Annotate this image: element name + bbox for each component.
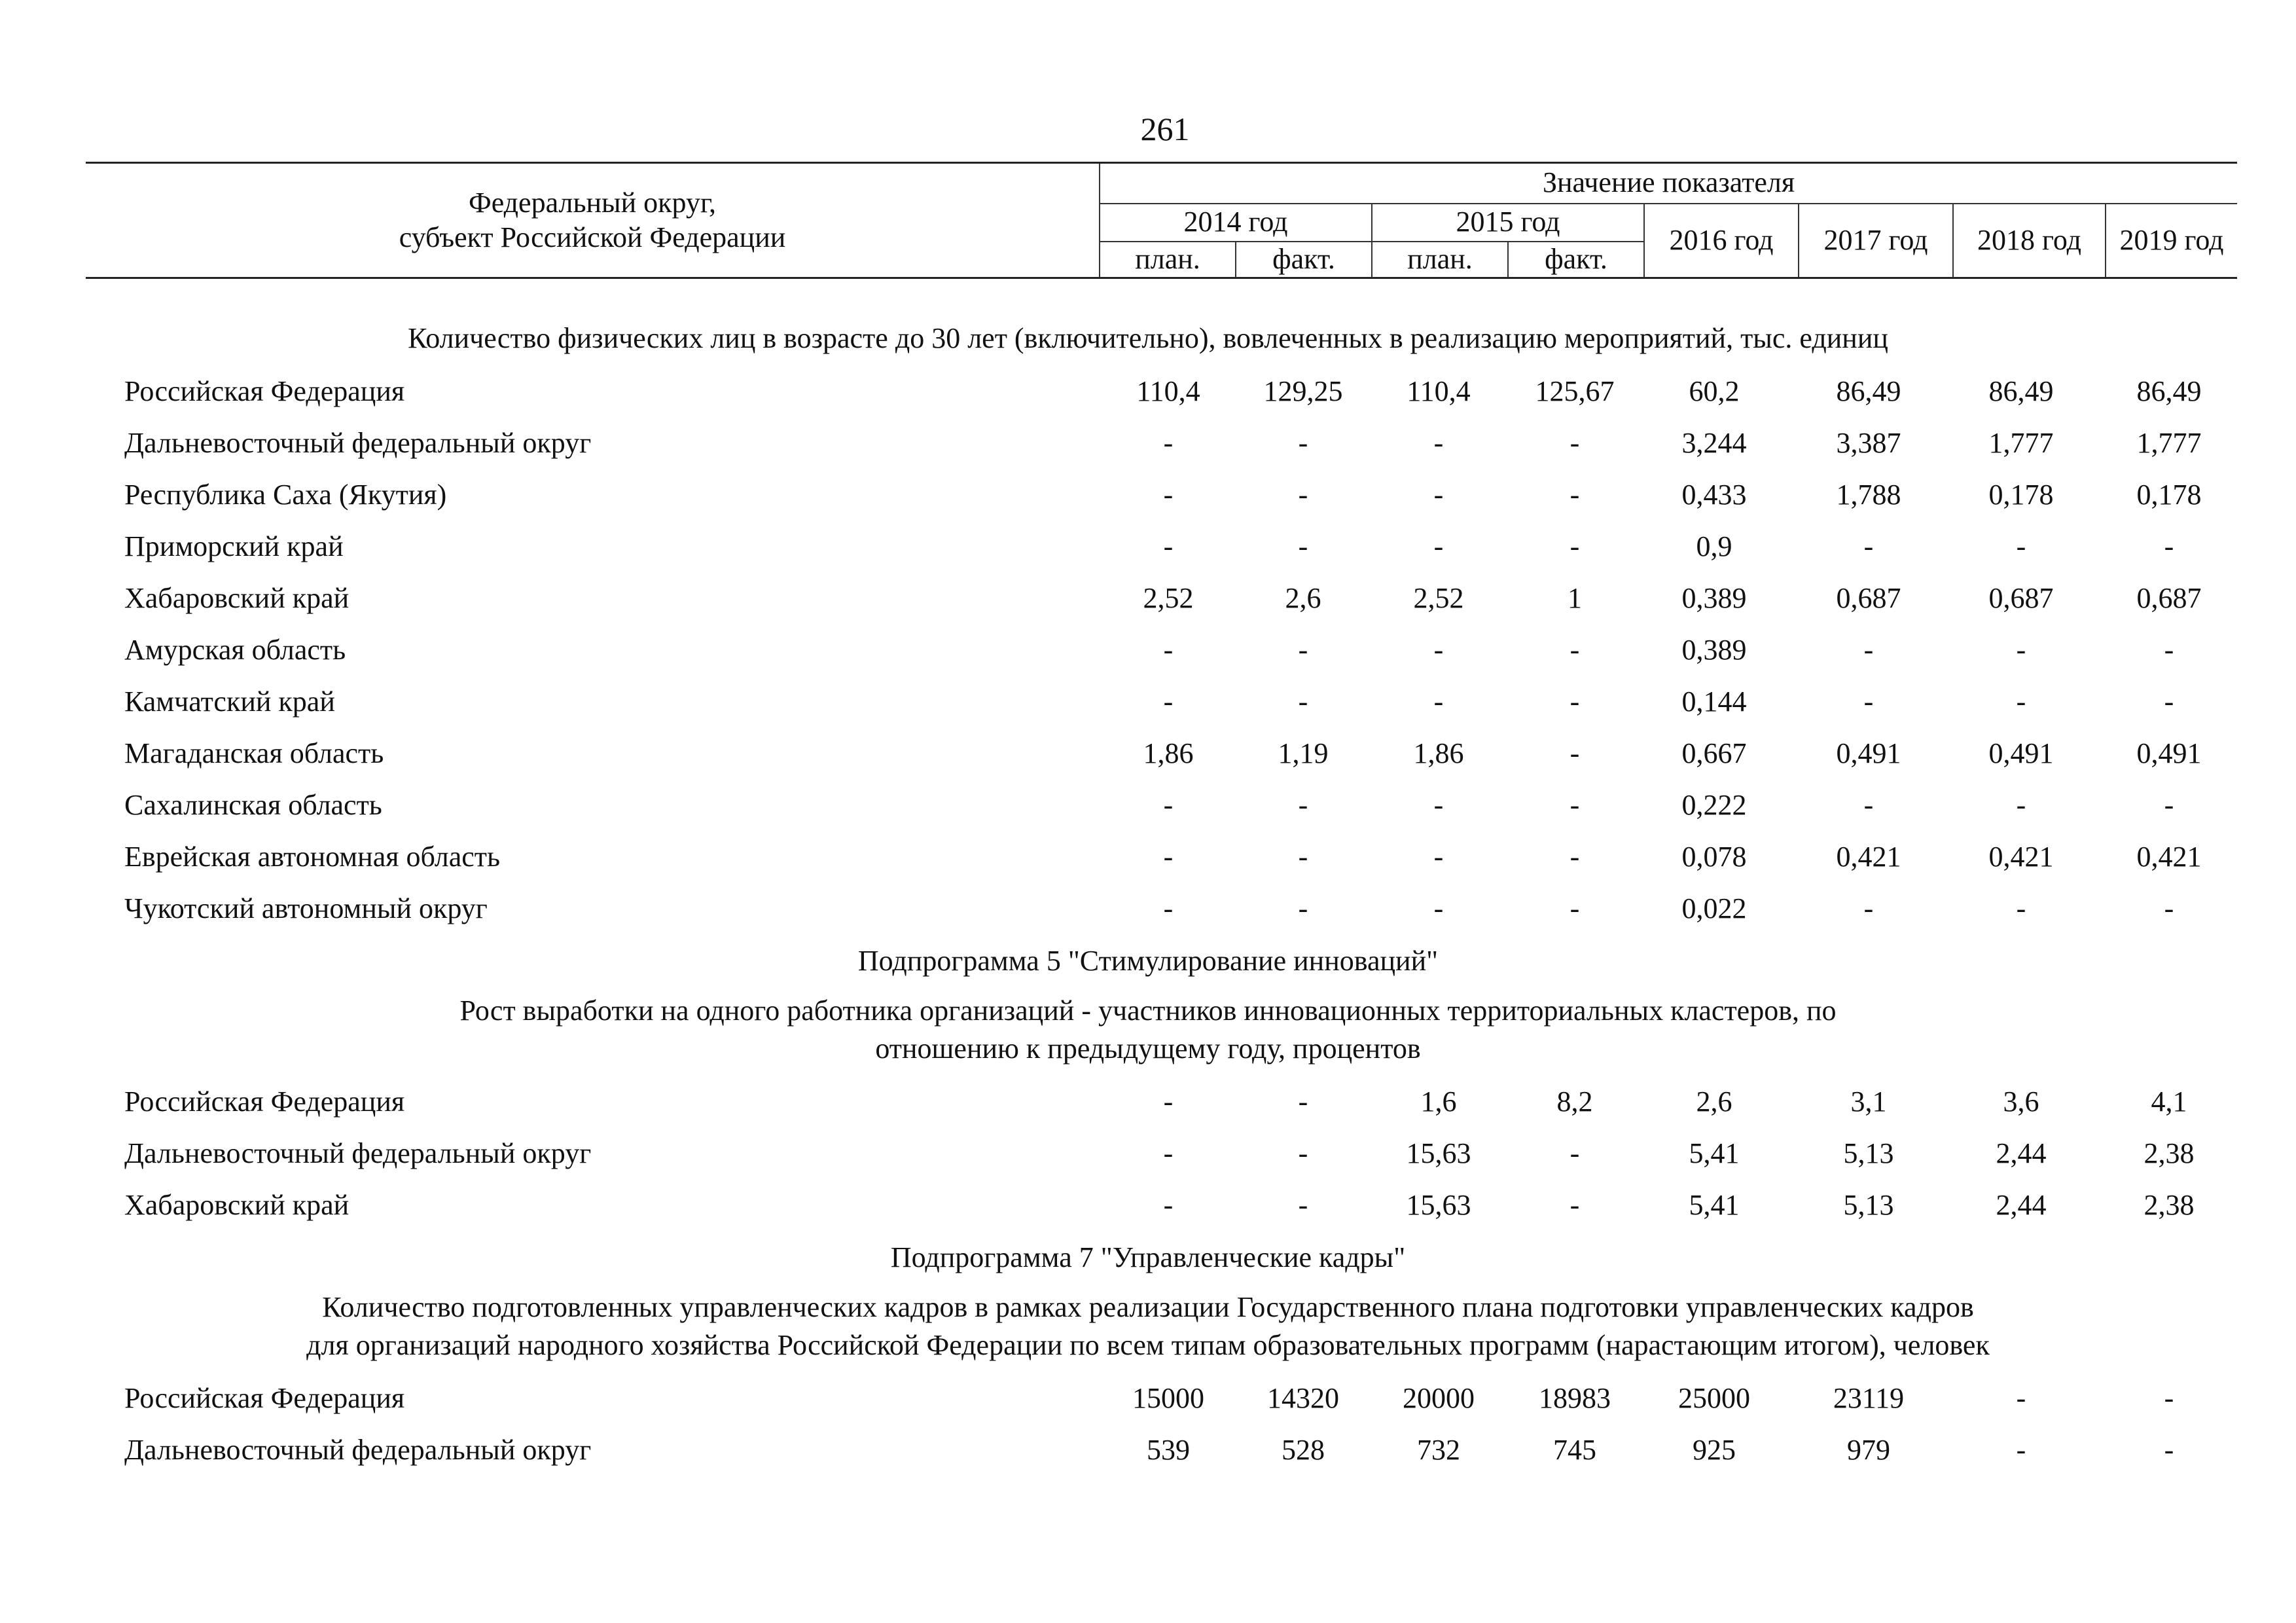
value-cell: -: [1570, 841, 1580, 873]
value-cell: -: [1163, 892, 1174, 924]
value-cell: 25000: [1678, 1382, 1750, 1414]
value-cell: 0,421: [2136, 841, 2202, 873]
region-name: Магаданская область: [124, 737, 384, 769]
value-cell: -: [2164, 685, 2174, 718]
value-cell: -: [2164, 634, 2174, 666]
year-2015-header: 2015 год: [1372, 204, 1644, 242]
value-cell: 15,63: [1406, 1137, 1471, 1169]
year-2016-header: 2016 год: [1644, 204, 1799, 278]
region-name: Хабаровский край: [124, 1189, 350, 1221]
value-cell: -: [1163, 634, 1174, 666]
value-cell: 8,2: [1556, 1085, 1593, 1118]
value-cell: 3,387: [1836, 427, 1901, 459]
value-cell: 2,52: [1143, 582, 1194, 614]
value-cell: -: [1433, 841, 1444, 873]
value-cell: 0,687: [2136, 582, 2202, 614]
value-cell: -: [1298, 1189, 1308, 1221]
value-cell: -: [1298, 789, 1308, 821]
table-row: [0, 831, 2296, 883]
value-cell: -: [2164, 1434, 2174, 1466]
value-cell: 110,4: [1136, 375, 1200, 407]
table-row: [0, 365, 2296, 417]
value-cell: 0,078: [1681, 841, 1747, 873]
section-rows: [0, 1076, 2296, 1231]
indicator-title: Рост выработки на одного работника организаций - участников инновационных территориальных кластеров, по отношению к предыдущему году, процентов: [459, 994, 1837, 1065]
value-cell: 0,433: [1681, 479, 1747, 511]
value-cell: -: [1433, 892, 1444, 924]
year-2017-header: 2017 год: [1799, 204, 1953, 278]
value-cell: -: [1298, 892, 1308, 924]
region-name: Сахалинская область: [124, 789, 382, 821]
value-cell: 1,6: [1420, 1085, 1457, 1118]
page-number: 261: [1140, 111, 1190, 147]
value-cell: 1,86: [1143, 737, 1194, 769]
value-cell: -: [1298, 685, 1308, 718]
value-cell: 5,41: [1689, 1137, 1740, 1169]
value-cell: -: [1163, 479, 1174, 511]
fact-2014-header: факт.: [1236, 242, 1372, 278]
value-cell: 2,44: [1996, 1189, 2047, 1221]
region-name: Приморский край: [124, 530, 344, 562]
value-cell: -: [1570, 685, 1580, 718]
value-cell: 2,6: [1696, 1085, 1732, 1118]
table-row: [0, 1424, 2296, 1476]
table-row: [0, 779, 2296, 831]
value-cell: 0,389: [1681, 634, 1747, 666]
value-cell: 0,178: [2136, 479, 2202, 511]
plan-2014-header: план.: [1100, 242, 1236, 278]
value-cell: 3,6: [2003, 1085, 2039, 1118]
region-name: Камчатский край: [124, 685, 335, 718]
table-row: [0, 520, 2296, 572]
value-cell: 60,2: [1689, 375, 1740, 407]
value-cell: 0,421: [1988, 841, 2054, 873]
value-cell: 3,244: [1681, 427, 1747, 459]
value-cell: 0,421: [1836, 841, 1901, 873]
region-name: Еврейская автономная область: [124, 841, 501, 873]
value-cell: 0,389: [1681, 582, 1747, 614]
value-cell: 2,38: [2144, 1189, 2195, 1221]
value-cell: 0,144: [1681, 685, 1747, 718]
region-name: Чукотский автономный округ: [124, 892, 488, 924]
table-row: [0, 1372, 2296, 1424]
value-cell: -: [1570, 1189, 1580, 1221]
value-cell: -: [1570, 634, 1580, 666]
region-name: Дальневосточный федеральный округ: [124, 1434, 592, 1466]
region-name: Российская Федерация: [124, 1382, 405, 1414]
value-cell: -: [1863, 685, 1874, 718]
value-cell: -: [1570, 427, 1580, 459]
value-cell: -: [1298, 1137, 1308, 1169]
value-cell: 14320: [1267, 1382, 1339, 1414]
year-2019-header: 2019 год: [2106, 204, 2237, 278]
value-cell: 5,13: [1843, 1137, 1894, 1169]
year-2014-header: 2014 год: [1100, 204, 1372, 242]
value-cell: -: [1163, 789, 1174, 821]
value-cell: 15000: [1132, 1382, 1204, 1414]
value-cell: 2,52: [1413, 582, 1464, 614]
value-cell: -: [1298, 1085, 1308, 1118]
value-cell: -: [1433, 427, 1444, 459]
value-cell: -: [2016, 530, 2026, 562]
value-cell: 18983: [1539, 1382, 1611, 1414]
value-cell: 1,777: [2136, 427, 2202, 459]
indicator-title: Количество физических лиц в возрасте до 30 лет (включительно), вовлеченных в реализацию мероприятий, тыс. единиц: [408, 322, 1888, 354]
value-cell: 5,13: [1843, 1189, 1894, 1221]
value-cell: 979: [1847, 1434, 1890, 1466]
value-cell: 110,4: [1407, 375, 1471, 407]
value-cell: 528: [1282, 1434, 1325, 1466]
table-header: [86, 162, 2237, 279]
value-cell: 3,1: [1850, 1085, 1887, 1118]
value-cell: 86,49: [1988, 375, 2054, 407]
value-cell: -: [1163, 530, 1174, 562]
region-name: Дальневосточный федеральный округ: [124, 427, 592, 459]
value-cell: 925: [1693, 1434, 1736, 1466]
section: [0, 1239, 2296, 1476]
value-cell: 0,667: [1681, 737, 1747, 769]
table-row: [0, 1179, 2296, 1231]
year-2018-header: 2018 год: [1953, 204, 2106, 278]
section: [0, 942, 2296, 1231]
value-cell: -: [2016, 892, 2026, 924]
value-cell: -: [2016, 634, 2026, 666]
value-cell: 0,687: [1988, 582, 2054, 614]
value-cell: -: [1570, 1137, 1580, 1169]
value-cell: 129,25: [1263, 375, 1343, 407]
value-cell: -: [1433, 530, 1444, 562]
section-rows: [0, 1372, 2296, 1476]
region-name: Хабаровский край: [124, 582, 350, 614]
value-cell: 539: [1147, 1434, 1190, 1466]
region-name: Дальневосточный федеральный округ: [124, 1137, 592, 1169]
value-cell: 23119: [1833, 1382, 1905, 1414]
value-group-header: Значение показателя: [1100, 163, 2237, 204]
value-cell: -: [2016, 685, 2026, 718]
value-cell: -: [1298, 530, 1308, 562]
region-name: Российская Федерация: [124, 375, 405, 407]
indicator-title: Количество подготовленных управленческих кадров в рамках реализации Государственного плана подготовки управленческих кадров для организаций народного хозяйства Российской Федерации по всем типам образовательных программ (нарастающим итогом), человек: [306, 1291, 1990, 1361]
value-cell: -: [2016, 789, 2026, 821]
region-column-header: Федеральный округ, субъект Российской Федерации: [86, 163, 1100, 278]
value-cell: -: [1433, 789, 1444, 821]
value-cell: -: [1863, 530, 1874, 562]
subprogram-title: Подпрограмма 7 "Управленческие кадры": [890, 1241, 1406, 1273]
value-cell: -: [2164, 892, 2174, 924]
value-cell: 0,491: [1836, 737, 1901, 769]
table-row: [0, 1127, 2296, 1179]
table-row: [0, 572, 2296, 624]
value-cell: -: [1863, 789, 1874, 821]
value-cell: 0,9: [1696, 530, 1732, 562]
value-cell: -: [1298, 479, 1308, 511]
value-cell: 86,49: [2136, 375, 2202, 407]
section-rows: [0, 365, 2296, 934]
value-cell: 1,86: [1413, 737, 1464, 769]
section: [0, 319, 2296, 934]
table-row: [0, 883, 2296, 934]
value-cell: -: [1163, 1189, 1174, 1221]
value-cell: 86,49: [1836, 375, 1901, 407]
value-cell: -: [2164, 789, 2174, 821]
value-cell: -: [1433, 479, 1444, 511]
table-row: [0, 727, 2296, 779]
plan-2015-header: план.: [1372, 242, 1508, 278]
value-cell: -: [2016, 1382, 2026, 1414]
region-name: Амурская область: [124, 634, 346, 666]
value-cell: -: [1570, 530, 1580, 562]
value-cell: 732: [1417, 1434, 1460, 1466]
value-cell: 1: [1568, 582, 1582, 614]
value-cell: 2,44: [1996, 1137, 2047, 1169]
value-cell: 0,687: [1836, 582, 1901, 614]
value-cell: -: [1863, 634, 1874, 666]
region-name: Российская Федерация: [124, 1085, 405, 1118]
value-cell: 0,178: [1988, 479, 2054, 511]
value-cell: 5,41: [1689, 1189, 1740, 1221]
value-cell: -: [1570, 737, 1580, 769]
value-cell: -: [2016, 1434, 2026, 1466]
value-cell: 20000: [1403, 1382, 1475, 1414]
value-cell: -: [1298, 427, 1308, 459]
value-cell: -: [1433, 685, 1444, 718]
value-cell: -: [1570, 892, 1580, 924]
value-cell: 4,1: [2151, 1085, 2187, 1118]
value-cell: -: [1163, 1085, 1174, 1118]
table-row: [0, 469, 2296, 520]
value-cell: 1,788: [1836, 479, 1901, 511]
value-cell: -: [1298, 841, 1308, 873]
value-cell: -: [1163, 841, 1174, 873]
value-cell: 1,777: [1988, 427, 2054, 459]
value-cell: 125,67: [1535, 375, 1615, 407]
value-cell: 0,491: [1988, 737, 2054, 769]
value-cell: -: [1863, 892, 1874, 924]
value-cell: -: [1570, 479, 1580, 511]
table-row: [0, 417, 2296, 469]
value-cell: 15,63: [1406, 1189, 1471, 1221]
table-row: [0, 676, 2296, 727]
value-cell: 1,19: [1278, 737, 1329, 769]
value-cell: 0,222: [1681, 789, 1747, 821]
value-cell: -: [1570, 789, 1580, 821]
value-cell: -: [2164, 530, 2174, 562]
value-cell: -: [2164, 1382, 2174, 1414]
value-cell: -: [1298, 634, 1308, 666]
value-cell: 2,6: [1285, 582, 1321, 614]
fact-2015-header: факт.: [1508, 242, 1644, 278]
value-cell: 2,38: [2144, 1137, 2195, 1169]
table-row: [0, 624, 2296, 676]
table-row: [0, 1076, 2296, 1127]
value-cell: -: [1433, 634, 1444, 666]
value-cell: 0,022: [1681, 892, 1747, 924]
value-cell: 745: [1553, 1434, 1596, 1466]
value-cell: -: [1163, 1137, 1174, 1169]
value-cell: 0,491: [2136, 737, 2202, 769]
subprogram-title: Подпрограмма 5 "Стимулирование инноваций": [857, 945, 1439, 977]
table-body: [0, 308, 2296, 1476]
value-cell: -: [1163, 427, 1174, 459]
value-cell: -: [1163, 685, 1174, 718]
region-name: Республика Саха (Якутия): [124, 479, 447, 511]
